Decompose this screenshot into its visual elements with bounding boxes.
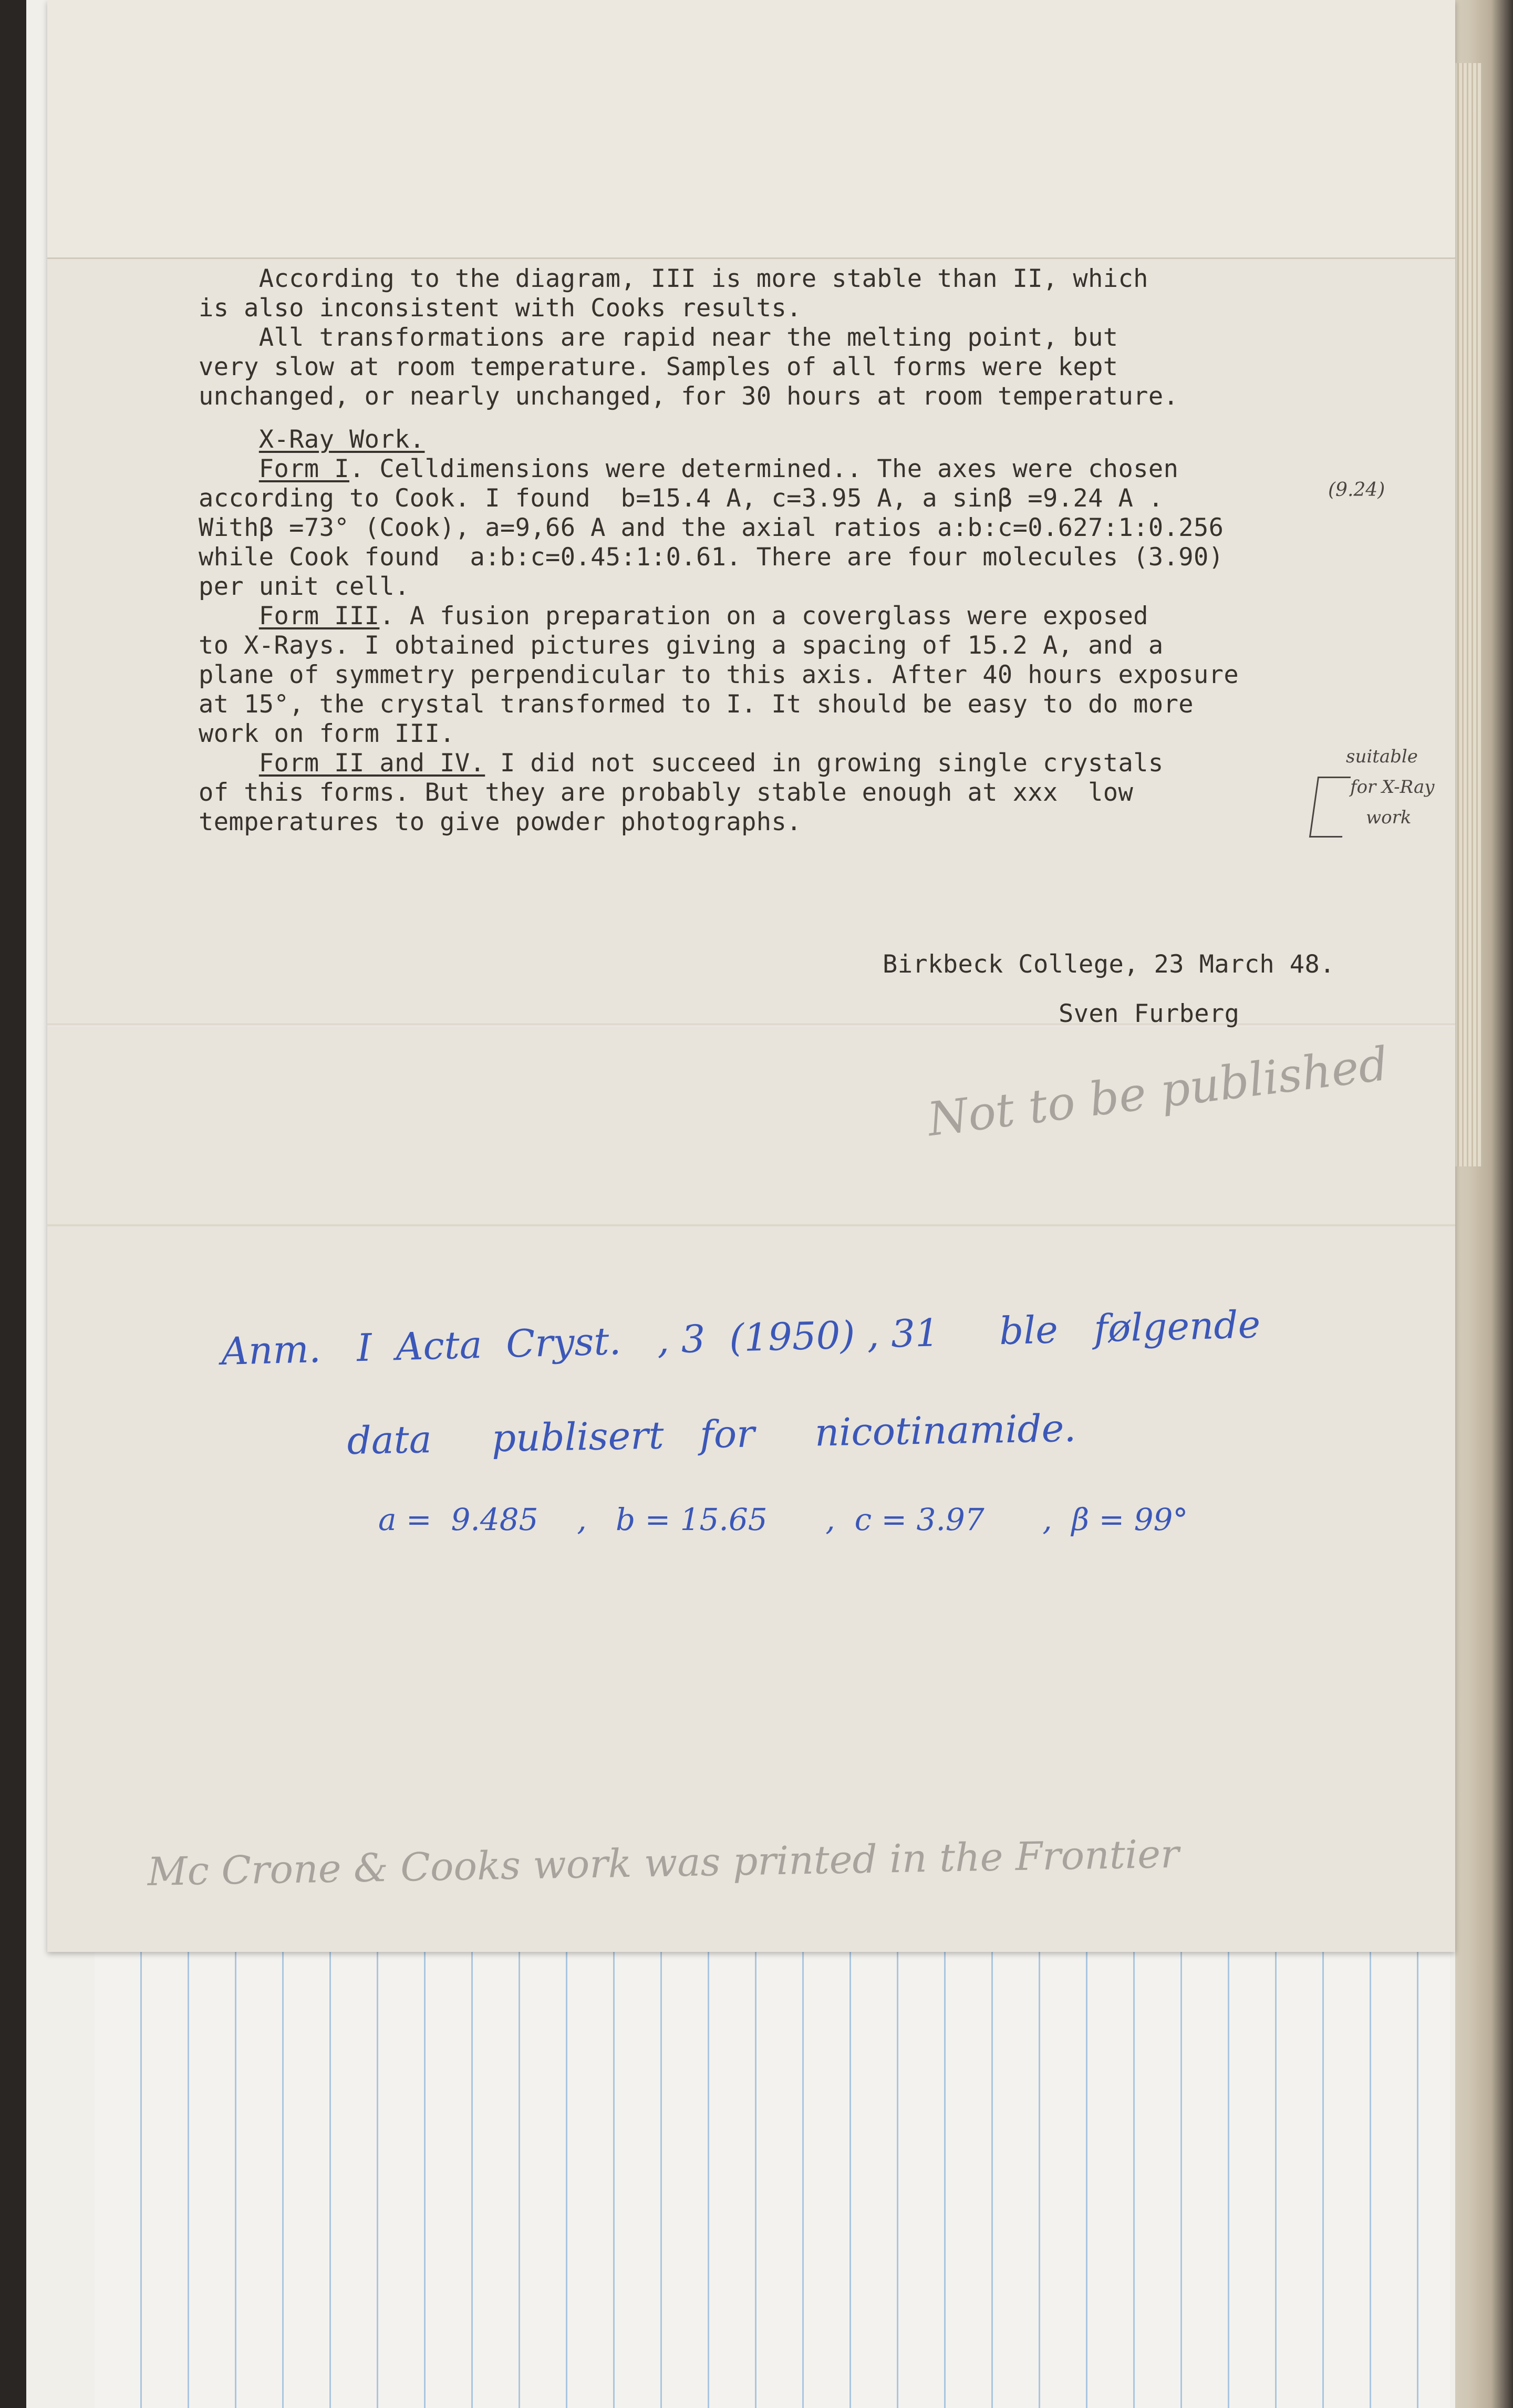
typed-line: unchanged, or nearly unchanged, for 30 hours at room temperature. <box>199 382 1179 411</box>
typed-line: According to the diagram, III is more stable than II, which <box>199 264 1148 293</box>
typed-line: according to Cook. I found b=15.4 A, c=3.95 A, a sinβ =9.24 A . <box>199 484 1164 513</box>
form1-heading: Form I <box>258 454 349 483</box>
form3-text: . A fusion preparation on a coverglass were exposed <box>379 602 1148 631</box>
typed-line: work on form III. <box>199 719 455 748</box>
margin-note-line: suitable <box>1346 746 1418 767</box>
pencil-bottom-note: Mc Crone & Cooks work was printed in the Frontier <box>147 1831 1180 1895</box>
form1-line <box>199 454 1449 484</box>
margin-note-line: for X-Ray <box>1350 777 1435 798</box>
xray-work-heading-line <box>199 425 1449 454</box>
margin-value-note: (9.24) <box>1328 479 1385 501</box>
form24-text: I did not succeed in growing single crystals <box>485 749 1164 778</box>
typed-line: temperatures to give powder photographs. <box>199 808 802 836</box>
sheet-fold-line <box>47 1024 1455 1027</box>
typed-line: to X-Rays. I obtained pictures giving a spacing of 15.2 A, and a <box>199 631 1164 660</box>
form1-text: . Celldimensions were determined.. The axes were chosen <box>349 454 1179 483</box>
typed-line: of this forms. But they are probably stable enough at xxx low <box>199 778 1134 807</box>
form3-line <box>199 602 1449 631</box>
signature-place-date: Birkbeck College, 23 March 48. <box>883 950 1335 979</box>
typed-line: at 15°, the crystal transformed to I. It should be easy to do more <box>199 690 1194 719</box>
typed-line: per unit cell. <box>199 572 410 601</box>
ruled-notebook-paper <box>95 1947 1450 2408</box>
typed-line: Withβ =73° (Cook), a=9,66 A and the axial ratios a:b:c=0.627:1:0.256 <box>199 513 1224 542</box>
blue-annotation-values: a = 9.485 , b = 15.65 , c = 3.97 , β = 99° <box>378 1502 1188 1537</box>
typed-line: All transformations are rapid near the melting point, but <box>199 323 1118 352</box>
not-published-note: Not to be published <box>925 1036 1391 1147</box>
typed-line: plane of symmetry perpendicular to this axis. After 40 hours exposure <box>199 660 1239 689</box>
xray-work-heading: X-Ray Work. <box>258 425 425 454</box>
typed-line: very slow at room temperature. Samples of all forms were kept <box>199 353 1118 381</box>
typed-line: while Cook found a:b:c=0.45:1:0.61. There are four molecules (3.90) <box>199 543 1224 572</box>
blue-annotation-line: data publisert for nicotinamide. <box>347 1405 1076 1463</box>
form3-heading: Form III <box>258 602 380 631</box>
form24-line <box>199 749 1449 778</box>
blue-annotation-line: Anm. I Acta Cryst. , 3 (1950) , 31 ble følgende <box>221 1302 1261 1373</box>
typed-line: is also inconsistent with Cooks results. <box>199 294 802 323</box>
folded-top-flap <box>47 0 1455 259</box>
sheet-fold-line-lower <box>47 1224 1455 1226</box>
margin-note-line: work <box>1366 807 1412 828</box>
signature-name: Sven Furberg <box>1059 999 1240 1028</box>
form24-heading: Form II and IV. <box>258 749 485 778</box>
typed-body <box>199 264 1449 837</box>
